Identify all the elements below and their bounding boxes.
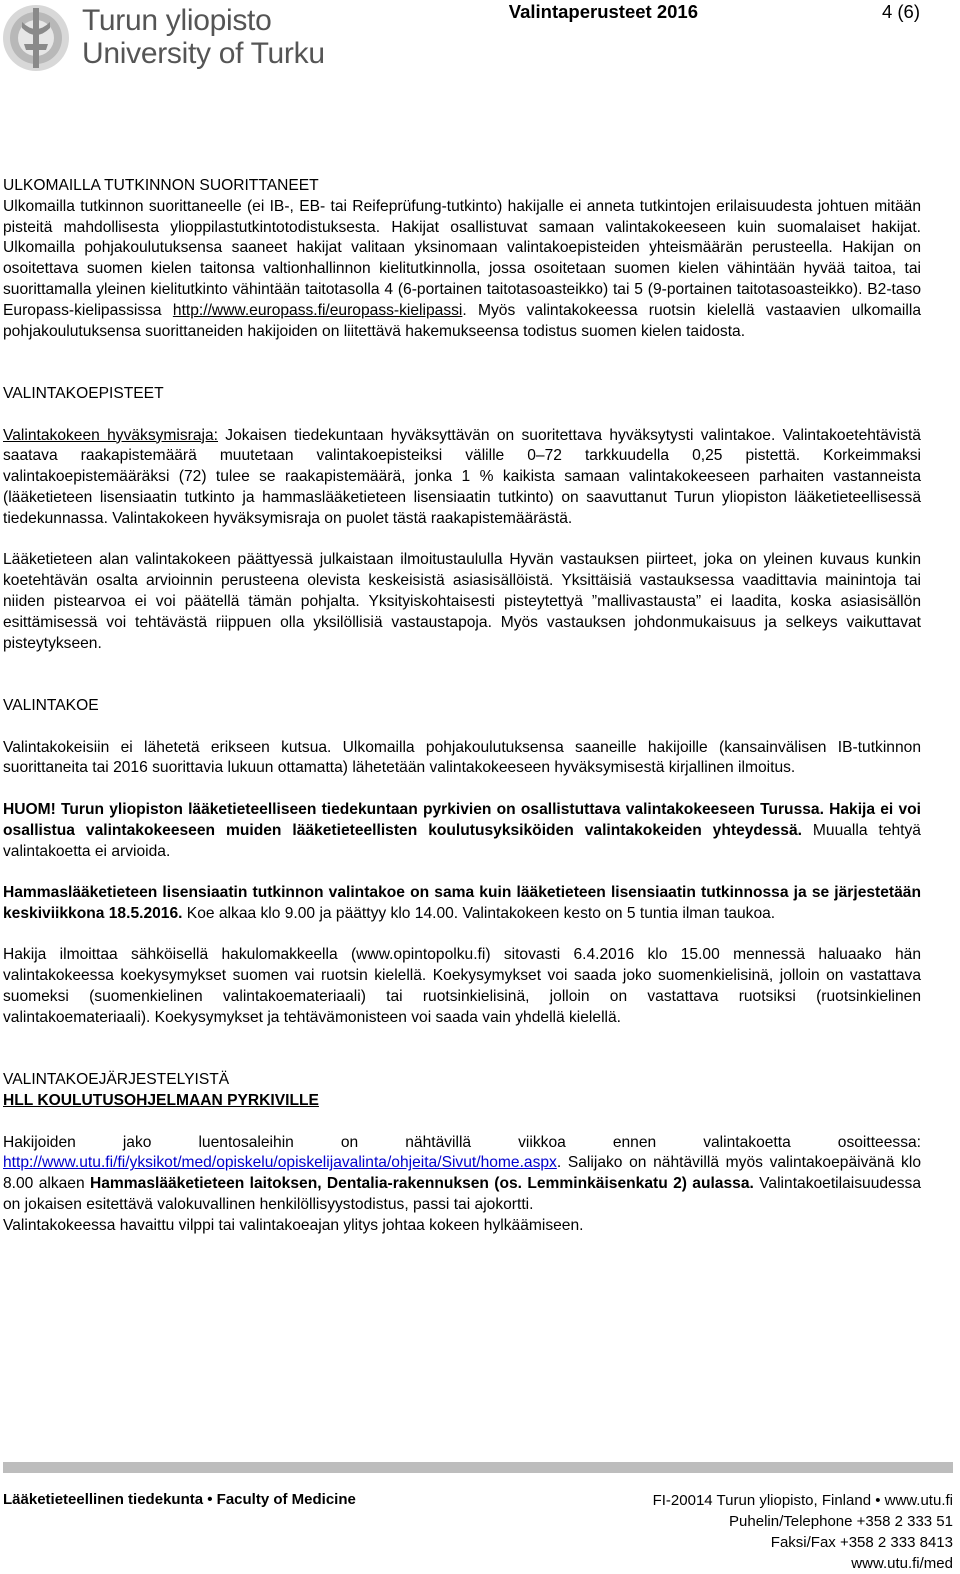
section-heading-entrance-exam: VALINTAKOE: [3, 696, 99, 714]
paragraph-dentistry-exam: [3, 883, 921, 925]
hall-allocation-link[interactable]: http://www.utu.fi/fi/yksikot/med/opiskelu/opiskelijavalinta/ohjeita/Sivut/home.aspx: [3, 1154, 557, 1172]
footer-contact: [653, 1490, 953, 1574]
location-bold-text: Hammaslääketieteen laitoksen, Dentalia-rakennuksen (os. Lemminkäisenkatu 2) aulassa.: [89, 1175, 754, 1193]
university-wordmark: [82, 4, 325, 70]
paragraph-cheating: Valintakokeessa havaittu vilppi tai valintakoeajan ylitys johtaa kokeen hylkäämiseen.: [3, 1216, 584, 1234]
university-seal-logo: [2, 2, 70, 74]
logo-line-finnish: Turun yliopisto: [82, 4, 272, 37]
page-header: [0, 0, 960, 80]
footer-phone: Puhelin/Telephone +358 2 333 51: [729, 1513, 953, 1530]
paragraph-text: Jokaisen tiedekuntaan hyväksyttävän on suoritettava hyväksytysti valintakoe. Valintakoetehtävistä saatava raakapistemäärä muutetaan valintakoepisteiksi välille 0–72 tarkkuudella 0,25 pistettä. Korkeimmaksi valintakoepistemääräksi (72) tulee se raakapistemäärä, jonka 1 % kaikista samaan valintakokeeseen parhaiten vastanneista (lääketieteen lisensiaatin tutkinto ja hammaslääketieteen lisensiaatin tutkinto) on saavuttanut Turun yliopiston lääketieteellisessä tiedekunnassa. Valintakokeen hyväksymisraja on puolet tästä raakapistemäärästä.: [3, 426, 921, 527]
footer-website: www.utu.fi/med: [851, 1555, 953, 1572]
europass-link[interactable]: http://www.europass.fi/europass-kielipassi: [172, 301, 463, 319]
footer-address: FI-20014 Turun yliopisto, Finland • www.utu.fi: [652, 1492, 953, 1509]
section-subheading-hll: HLL KOULUTUSOHJELMAAN PYRKIVILLE: [3, 1092, 319, 1110]
footer-faculty: Lääketieteellinen tiedekunta • Faculty of Medicine: [3, 1491, 356, 1508]
notice-bold-text: HUOM! Turun yliopiston lääketieteelliseen tiedekuntaan pyrkivien on osallistuttava valintakokeeseen Turussa. Hakija ei voi osallistua valintakokeeseen muiden lääketieteellisten koulutusyksiköiden valintakokeiden yhteydessä.: [3, 800, 921, 839]
section-heading-exam-points: VALINTAKOEPISTEET: [3, 384, 164, 402]
paragraph-text: . Myös valintakokeessa ruotsin kielellä vastaavien ulkomailla pohjakoulutuksensa suorittaneiden hakijoiden on liitettävä hakemukseensa todistus suomen kielen taidosta.: [3, 301, 921, 340]
document-title: Valintaperusteet 2016: [508, 1, 698, 22]
paragraph-text: . Salijako on nähtävillä myös valintakoepäivänä klo 8.00 alkaen: [3, 1154, 921, 1193]
paragraph-text: Muualla tehtyä valintakoetta ei arvioida.: [3, 821, 921, 860]
paragraph-exam-language: Hakija ilmoittaa sähköisellä hakulomakkeella (www.opintopolku.fi) sitovasti 6.4.2016 klo 15.00 mennessä haluaako hän valintakokeessa koekysymykset suomen vai ruotsin kielellä. Koekysymykset voi saada joko suomenkielisinä, jolloin on vastattava suomeksi (suomenkielinen valintakoemateriaali) tai ruotsinkielisinä, jolloin on vastattava ruotsiksi (ruotsinkielinen valintakoemateriaali). Koekysymykset ja tehtävämonisteen voi saada vain yhdellä kielellä.: [3, 946, 921, 1026]
footer-divider: [3, 1462, 953, 1473]
footer-fax: Faksi/Fax +358 2 333 8413: [770, 1534, 953, 1551]
paragraph-foreign-degree: [3, 197, 921, 343]
dentistry-bold-text: Hammaslääketieteen lisensiaatin tutkinnon valintakoe on sama kuin lääketieteen lisensiaatin tutkinnossa ja se järjestetään keskiviikkona 18.5.2016.: [3, 884, 921, 922]
paragraph-text: Ulkomailla tutkinnon suorittaneelle (ei IB-, EB- tai Reifeprüfung-tutkinto) hakijalle ei anneta tutkintojen erilaisuudesta johtuen mitään pisteitä mahdollisesta ylioppilastutkintotodistuksesta. Hakijat osallistuvat samaan valintakokeeseen kuin suomalaiset hakijat. Ulkomailla pohjakoulutuksensa saaneet hakijat valitaan yksinomaan valintakoepisteiden yhteismäärän perusteella. Hakijan on osoitettava suomen kielen taitonsa valtionhallinnon kielitutkinnolla, jossa osoitetaan suomen kielen vähintään hyvää taitoa, tai suorittamalla yleinen kielitutkinto vähintään taitotasolla 4 (6-portainen taitotasoasteikko) tai 5 (9-portainen taitotasoasteikko). B2-taso Europass-kielipassissa: [3, 197, 921, 319]
section-heading-exam-arrangements: VALINTAKOEJÄRJESTELYISTÄ: [3, 1071, 230, 1089]
page-number: 4 (6): [881, 1, 920, 22]
paragraph-text: Valintakoetilaisuudessa on jokaisen esitettävä valokuvallinen henkilöllisyystodistus, passi tai ajokortti.: [3, 1175, 921, 1214]
paragraph-pass-threshold: [3, 426, 921, 530]
document-body: [3, 176, 921, 1237]
paragraph-answer-features: Lääketieteen alan valintakokeen päättyessä julkaistaan ilmoitustaululla Hyvän vastauksen piirteet, joka on yleinen kuvaus kunkin koetehtävän osalta arvioinnin perusteena olevista keskeisistä asiasisällöistä. Yksittäisiä vastauksessa vaadittavia mainintoja tai niiden pistearvoa ei voi päätellä tämän pohjalta. Yksityiskohtaisesti pisteytettyä ”mallivastausta” ei laadita, koska asiasisällön esittämisessä voi tehtävästä riippuen olla yksilöllisiä vastaustapoja. Myös vastauksen johdonmukaisuus ja selkeys vaikuttavat pisteytykseen.: [3, 551, 921, 652]
paragraph-hall-allocation: [3, 1133, 921, 1216]
logo-line-english: University of Turku: [82, 37, 325, 70]
section-heading-foreign-degree: ULKOMAILLA TUTKINNON SUORITTANEET: [3, 177, 319, 194]
pass-threshold-label: Valintakokeen hyväksymisraja:: [3, 426, 219, 444]
paragraph-text: Hakijoiden jako luentosaleihin on nähtävillä viikkoa ennen valintakoetta osoitteessa:: [3, 1133, 921, 1151]
paragraph-no-invitation: Valintakokeisiin ei lähetetä erikseen kutsua. Ulkomailla pohjakoulutuksensa saaneille hakijoille (kansainvälisen IB-tutkinnon suorittaneita tai 2016 suorittavia lukuun ottamatta) lähetetään valintakokeeseen hyväksymisestä kirjallinen ilmoitus.: [3, 738, 921, 777]
paragraph-notice: [3, 800, 921, 862]
paragraph-text: Koe alkaa klo 9.00 ja päättyy klo 14.00. Valintakokeen kesto on 5 tuntia ilman taukoa.: [182, 904, 776, 922]
